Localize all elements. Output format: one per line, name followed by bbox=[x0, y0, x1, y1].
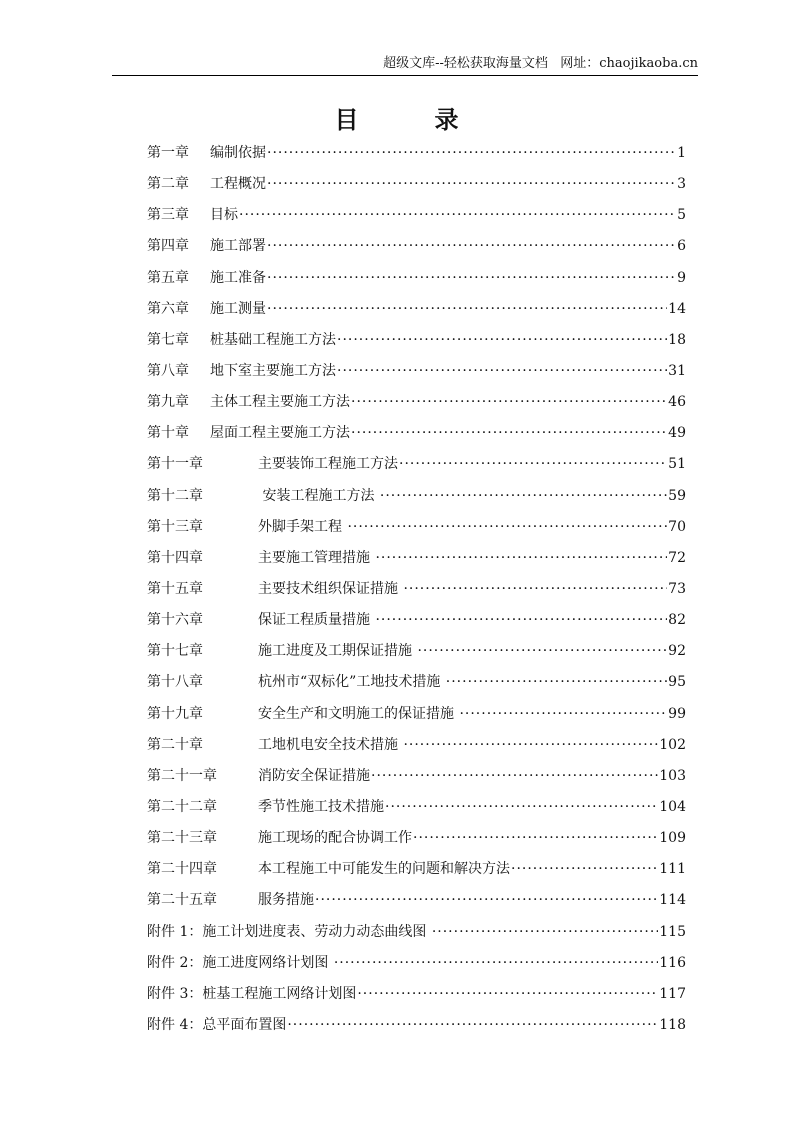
dot-leader bbox=[267, 267, 676, 289]
toc-entry[interactable] bbox=[147, 640, 686, 671]
toc-entry[interactable] bbox=[147, 204, 686, 235]
dot-leader bbox=[371, 765, 658, 787]
chapter-number: 第十章 bbox=[147, 425, 189, 442]
page-number: 115 bbox=[659, 923, 686, 940]
page-number: 82 bbox=[668, 612, 686, 629]
page-number: 103 bbox=[659, 767, 686, 784]
chapter-number: 第十四章 bbox=[147, 549, 203, 566]
page-number: 46 bbox=[668, 394, 686, 411]
chapter-title: 编制依据 bbox=[210, 145, 266, 161]
chapter-title: 工程概况 bbox=[210, 176, 266, 193]
chapter-number: 第二十二章 bbox=[147, 798, 217, 815]
page-number: 111 bbox=[659, 861, 686, 878]
chapter-number: 第二十一章 bbox=[147, 767, 217, 784]
page-number: 14 bbox=[668, 300, 686, 317]
chapter-title: 屋面工程主要施工方法 bbox=[210, 425, 350, 442]
chapter-number: 第二十五章 bbox=[147, 892, 217, 909]
chapter-number: 第一章 bbox=[147, 145, 189, 161]
dot-leader bbox=[375, 547, 667, 569]
chapter-number: 第十一章 bbox=[147, 456, 203, 473]
chapter-title: 季节性施工技术措施 bbox=[258, 798, 384, 815]
dot-leader bbox=[315, 889, 658, 911]
page-number: 18 bbox=[668, 331, 686, 348]
dot-leader bbox=[334, 952, 658, 974]
toc-appendix-entry[interactable] bbox=[147, 1014, 686, 1045]
dot-leader bbox=[446, 671, 667, 693]
page-number: 73 bbox=[668, 580, 686, 597]
toc-entry[interactable] bbox=[147, 453, 686, 484]
toc-entry[interactable] bbox=[147, 360, 686, 391]
chapter-number: 第十八章 bbox=[147, 674, 203, 691]
page-number: 104 bbox=[659, 798, 686, 815]
page-number: 92 bbox=[668, 643, 686, 660]
toc-appendix-entry[interactable] bbox=[147, 952, 686, 983]
chapter-number: 第二章 bbox=[147, 176, 189, 193]
chapter-title: 地下室主要施工方法 bbox=[210, 362, 336, 379]
dot-leader bbox=[267, 173, 676, 195]
dot-leader bbox=[267, 298, 667, 320]
toc-entry[interactable] bbox=[147, 235, 686, 266]
chapter-title: 安装工程施工方法 bbox=[258, 487, 379, 504]
dot-leader bbox=[267, 235, 676, 257]
toc-entry[interactable] bbox=[147, 734, 686, 765]
dot-leader bbox=[385, 796, 658, 818]
dot-leader bbox=[375, 609, 667, 631]
toc-entry[interactable] bbox=[147, 703, 686, 734]
dot-leader bbox=[432, 921, 658, 943]
dot-leader bbox=[351, 391, 667, 413]
dot-leader bbox=[337, 329, 667, 351]
toc-entry[interactable] bbox=[147, 765, 686, 796]
header-text: 超级文库--轻松获取海量文档 网址：chaojikaoba.cn bbox=[383, 56, 698, 71]
appendix-title: 附件 1：施工计划进度表、劳动力动态曲线图 bbox=[147, 923, 431, 940]
page-number: 116 bbox=[659, 954, 686, 971]
page-number: 6 bbox=[677, 238, 686, 255]
dot-leader bbox=[399, 453, 667, 475]
chapter-number: 第六章 bbox=[147, 300, 189, 317]
chapter-title: 主要技术组织保证措施 bbox=[258, 580, 403, 597]
page-number: 117 bbox=[659, 985, 686, 1002]
dot-leader bbox=[357, 983, 658, 1005]
chapter-number: 第四章 bbox=[147, 238, 189, 255]
page-number: 49 bbox=[668, 425, 686, 442]
page-number: 118 bbox=[659, 1016, 686, 1033]
toc-entry[interactable] bbox=[147, 422, 686, 453]
page-title bbox=[0, 100, 793, 135]
toc-entry[interactable] bbox=[147, 796, 686, 827]
chapter-title: 本工程施工中可能发生的问题和解决方法 bbox=[258, 861, 510, 878]
dot-leader bbox=[459, 703, 667, 725]
toc-entry[interactable] bbox=[147, 391, 686, 422]
page-number: 59 bbox=[668, 487, 686, 504]
page-number: 72 bbox=[668, 549, 686, 566]
chapter-title: 服务措施 bbox=[258, 892, 314, 909]
chapter-title: 保证工程质量措施 bbox=[258, 612, 375, 629]
page-number: 102 bbox=[659, 736, 686, 753]
toc-entry[interactable] bbox=[147, 889, 686, 920]
chapter-title: 施工现场的配合协调工作 bbox=[258, 830, 412, 847]
chapter-title: 工地机电安全技术措施 bbox=[258, 736, 403, 753]
dot-leader bbox=[413, 827, 658, 849]
page-number: 109 bbox=[659, 830, 686, 847]
toc-entry[interactable] bbox=[147, 827, 686, 858]
appendix-title: 附件 2：施工进度网络计划图 bbox=[147, 954, 333, 971]
toc-entry[interactable] bbox=[147, 516, 686, 547]
chapter-number: 第十三章 bbox=[147, 518, 203, 535]
chapter-title: 安全生产和文明施工的保证措施 bbox=[258, 705, 459, 722]
title-right: 录 bbox=[434, 106, 459, 134]
appendix-title: 附件 4：总平面布置图 bbox=[147, 1016, 287, 1033]
chapter-number: 第十九章 bbox=[147, 705, 203, 722]
chapter-title: 杭州市“双标化”工地技术措施 bbox=[258, 674, 445, 691]
dot-leader bbox=[403, 734, 658, 756]
dot-leader bbox=[337, 360, 667, 382]
page-number: 70 bbox=[668, 518, 686, 535]
chapter-number: 第十七章 bbox=[147, 643, 203, 660]
chapter-number: 第二十章 bbox=[147, 736, 203, 753]
page-number: 95 bbox=[668, 674, 686, 691]
chapter-title: 外脚手架工程 bbox=[258, 518, 347, 535]
page-number: 31 bbox=[668, 362, 686, 379]
toc-entry[interactable] bbox=[147, 609, 686, 640]
toc-entry[interactable] bbox=[147, 547, 686, 578]
toc-entry[interactable] bbox=[147, 142, 686, 173]
page-number: 114 bbox=[659, 892, 686, 909]
toc-entry[interactable] bbox=[147, 329, 686, 360]
page-number: 99 bbox=[668, 705, 686, 722]
chapter-number: 第九章 bbox=[147, 394, 189, 411]
dot-leader bbox=[380, 485, 667, 507]
page-number: 3 bbox=[677, 176, 686, 193]
toc-entry[interactable] bbox=[147, 173, 686, 204]
page-number: 5 bbox=[677, 207, 686, 224]
dot-leader bbox=[511, 858, 658, 880]
toc-entry[interactable] bbox=[147, 858, 686, 889]
dot-leader bbox=[403, 578, 667, 600]
toc-entry[interactable] bbox=[147, 485, 686, 516]
chapter-title: 施工部署 bbox=[210, 238, 266, 255]
page-number: 1 bbox=[677, 145, 686, 161]
chapter-number: 第三章 bbox=[147, 207, 189, 224]
dot-leader bbox=[287, 1014, 658, 1036]
toc-appendix-entry[interactable] bbox=[147, 921, 686, 952]
chapter-number: 第二十四章 bbox=[147, 861, 217, 878]
chapter-title: 目标 bbox=[210, 207, 238, 224]
page-number: 9 bbox=[677, 269, 686, 286]
chapter-number: 第十二章 bbox=[147, 487, 203, 504]
table-of-contents bbox=[147, 142, 686, 1045]
page-number: 51 bbox=[668, 456, 686, 473]
toc-entry[interactable] bbox=[147, 671, 686, 702]
dot-leader bbox=[351, 422, 667, 444]
dot-leader bbox=[417, 640, 667, 662]
chapter-title: 主体工程主要施工方法 bbox=[210, 394, 350, 411]
toc-entry[interactable] bbox=[147, 578, 686, 609]
chapter-title: 主要施工管理措施 bbox=[258, 549, 375, 566]
chapter-number: 第八章 bbox=[147, 362, 189, 379]
appendix-title: 附件 3：桩基工程施工网络计划图 bbox=[147, 985, 357, 1002]
chapter-title: 施工进度及工期保证措施 bbox=[258, 643, 417, 660]
chapter-number: 第二十三章 bbox=[147, 830, 217, 847]
toc-appendix-entry[interactable] bbox=[147, 983, 686, 1014]
chapter-number: 第十五章 bbox=[147, 580, 203, 597]
dot-leader bbox=[267, 142, 676, 164]
chapter-title: 消防安全保证措施 bbox=[258, 767, 370, 784]
title-left: 目 bbox=[334, 106, 359, 134]
dot-leader bbox=[347, 516, 667, 538]
chapter-title: 施工测量 bbox=[210, 300, 266, 317]
chapter-title: 桩基础工程施工方法 bbox=[210, 331, 336, 348]
chapter-number: 第十六章 bbox=[147, 612, 203, 629]
page-header bbox=[112, 55, 698, 76]
chapter-number: 第五章 bbox=[147, 269, 189, 286]
dot-leader bbox=[239, 204, 676, 226]
chapter-number: 第七章 bbox=[147, 331, 189, 348]
toc-entry[interactable] bbox=[147, 298, 686, 329]
chapter-title: 主要装饰工程施工方法 bbox=[258, 456, 398, 473]
toc-entry[interactable] bbox=[147, 267, 686, 298]
chapter-title: 施工准备 bbox=[210, 269, 266, 286]
